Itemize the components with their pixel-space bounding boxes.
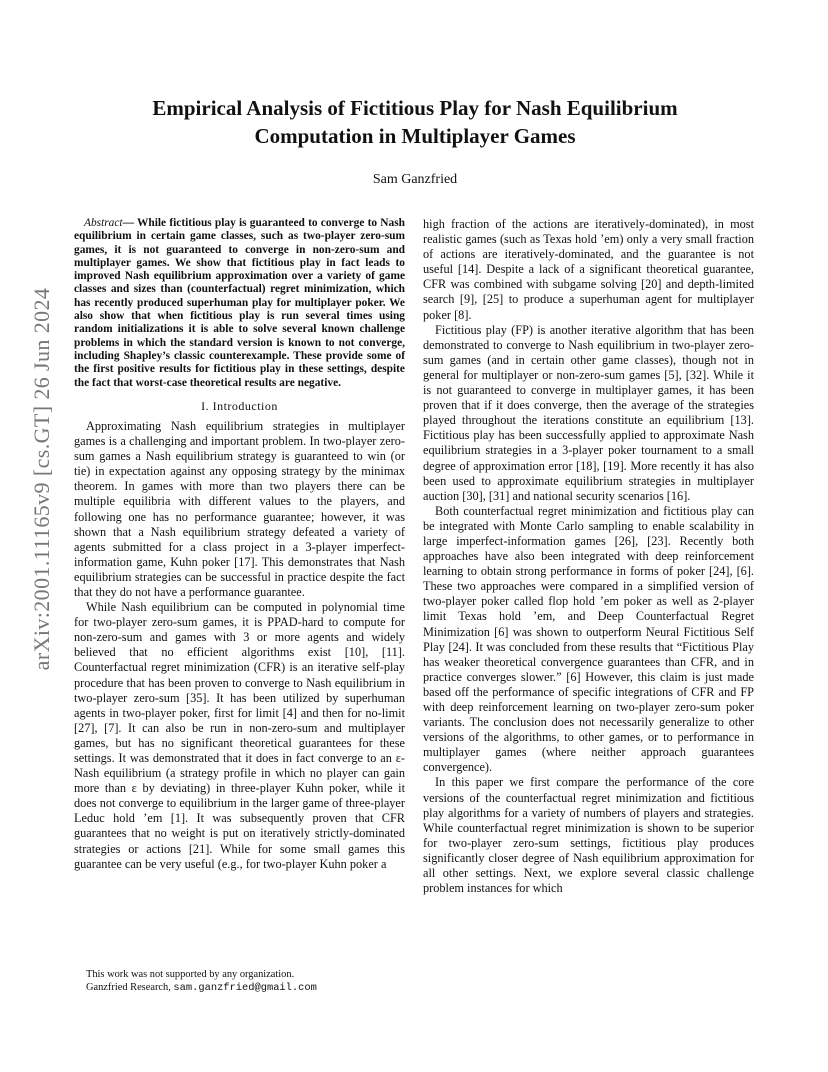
paragraph: Fictitious play (FP) is another iterative algorithm that has been demonstrated to converge to Nash equilibrium in two-player zero-sum games (and in certain other game classes), though not in general for multiplayer or non-zero-sum games [5], [32]. While it is not guaranteed to converge in multiplayer games, it has been proven that if it does converge, then the average of the strategies played throughout the iterations constitute an equilibrium [13]. Fictitious play has been successfully applied to approximate Nash equilibrium strategies in a 3-player poker tournament to a small degree of approximation error [18], [19]. More recently it has also been used to approximate equilibrium strategies in multiplayer auction [30], [31] and national security scenarios [16].: [423, 322, 754, 503]
paragraph: Both counterfactual regret minimization and fictitious play can be integrated with Monte Carlo sampling to enable scalability in large imperfect-information games [26], [23]. Recently both approaches have also been integrated with deep reinforcement learning to obtain strong performance in forms of poker [24], [6]. These two approaches were compared in a simplified version of two-player poker called flop hold ’em poker as well as 2-player limit Texas hold ’em, and Deep Counterfactual Regret Minimization [6] was shown to outperform Neural Fictitious Self Play [24]. It was concluded from these results that “Fictitious Play has weaker theoretical convergence guarantees than CFR, and in practice converges slower.” [6] However, this claim is just made based off the performance of specific integrations of CFR and FP with deep reinforcement learning on two-player zero-sum poker variants. The conclusion does not necessarily generalize to other versions of the algorithms, to other games, or to performance in multiplayer games (where neither approach guarantees convergence).: [423, 503, 754, 775]
arxiv-identifier: arXiv:2001.11165v9 [cs.GT] 26 Jun 2024: [29, 287, 54, 671]
footnote: [86, 968, 406, 995]
affiliation: Ganzfried Research,: [86, 982, 174, 993]
right-column: [423, 217, 754, 896]
paragraph: In this paper we first compare the performance of the core versions of the counterfactual regret minimization and fictitious play algorithms for a variety of numbers of players and strategies. While counterfactual regret minimization is shown to be superior for two-player zero-sum settings, fictitious play produces significantly closer degree of Nash equilibrium approximation for all other settings. Next, we explore several classic challenge problem instances for which: [423, 775, 754, 896]
left-column: [74, 217, 405, 872]
section-heading-introduction: I. Introduction: [201, 398, 278, 413]
affiliation-line: [86, 981, 406, 995]
title-line-1: Empirical Analysis of Fictitious Play for Nash Equilibrium: [152, 96, 678, 120]
abstract-text: — While fictitious play is guaranteed to converge to Nash equilibrium in certain game classes, such as two-player zero-sum games, it is not guaranteed to converge in non-zero-sum and multiplayer games. We show that fictitious play in fact leads to improved Nash equilibrium approximation over a variety of game classes and sizes than (counterfactual) regret minimization, which has recently produced superhuman play for multiplayer poker. We also show that when fictitious play is run several times using random initializations it is able to solve several known challenge problems in which the standard version is known to not converge, including Shapley’s classic counterexample. These provide some of the first positive results for fictitious play in these settings, despite the fact that worst-case theoretical results are negative.: [74, 217, 405, 389]
title-line-2: Computation in Multiplayer Games: [254, 124, 576, 148]
paragraph: high fraction of the actions are iteratively-dominated), in most realistic games (such as Texas hold ’em) only a very small fraction of actions are iteratively-dominated, and the guarantee is not useful [14]. Despite a lack of a significant theoretical guarantee, CFR was combined with subgame solving [20] and depth-limited search [9], [25] to produce a superhuman agent for multiplayer poker [8].: [423, 217, 754, 322]
paper-title: [100, 94, 730, 150]
abstract: [74, 217, 405, 390]
paragraph: Approximating Nash equilibrium strategies in multiplayer games is a challenging and important problem. In two-player zero-sum games a Nash equilibrium strategy is guaranteed to win (or tie) in expectation against any opposing strategy by the minimax theorem. In games with more than two players there can be multiple equilibria with different values to the players, and following one has no performance guarantee; however, it was shown that a Nash equilibrium strategy defeated a variety of agents submitted for a class project in a 3-player imperfect-information game, Kuhn poker [17]. This demonstrates that Nash equilibrium strategies can be successful in practice despite the fact that they do not have a performance guarantee.: [74, 418, 405, 599]
arxiv-sidebar: [27, 284, 57, 674]
abstract-label: Abstract: [84, 217, 123, 229]
funding-note: This work was not supported by any organization.: [86, 969, 295, 980]
author-name: Sam Ganzfried: [372, 172, 458, 187]
author-email: sam.ganzfried@gmail.com: [173, 982, 317, 994]
paragraph: While Nash equilibrium can be computed in polynomial time for two-player zero-sum games, it is PPAD-hard to compute for non-zero-sum and games with 3 or more agents and widely believed that no efficient algorithms exist [10], [11]. Counterfactual regret minimization (CFR) is an iterative self-play procedure that has been proven to converge to Nash equilibrium in two-player zero-sum [35]. It has been utilized by superhuman agents in two-player poker, first for limit [4] and then for no-limit [27], [7]. It can also be run in non-zero-sum and multiplayer games, but has no significant theoretical guarantees for these settings. It was demonstrated that it does in fact converge to an ε-Nash equilibrium (a strategy profile in which no player can gain more than ε by deviating) in three-player Kuhn poker, while it does not converge to equilibrium in the larger game of three-player Leduc hold ’em [1]. It was subsequently proven that CFR guarantees that no weight is put on iteratively strictly-dominated strategies or actions [21]. While for some small games this guarantee can be very useful (e.g., for two-player Kuhn poker a: [74, 600, 405, 871]
